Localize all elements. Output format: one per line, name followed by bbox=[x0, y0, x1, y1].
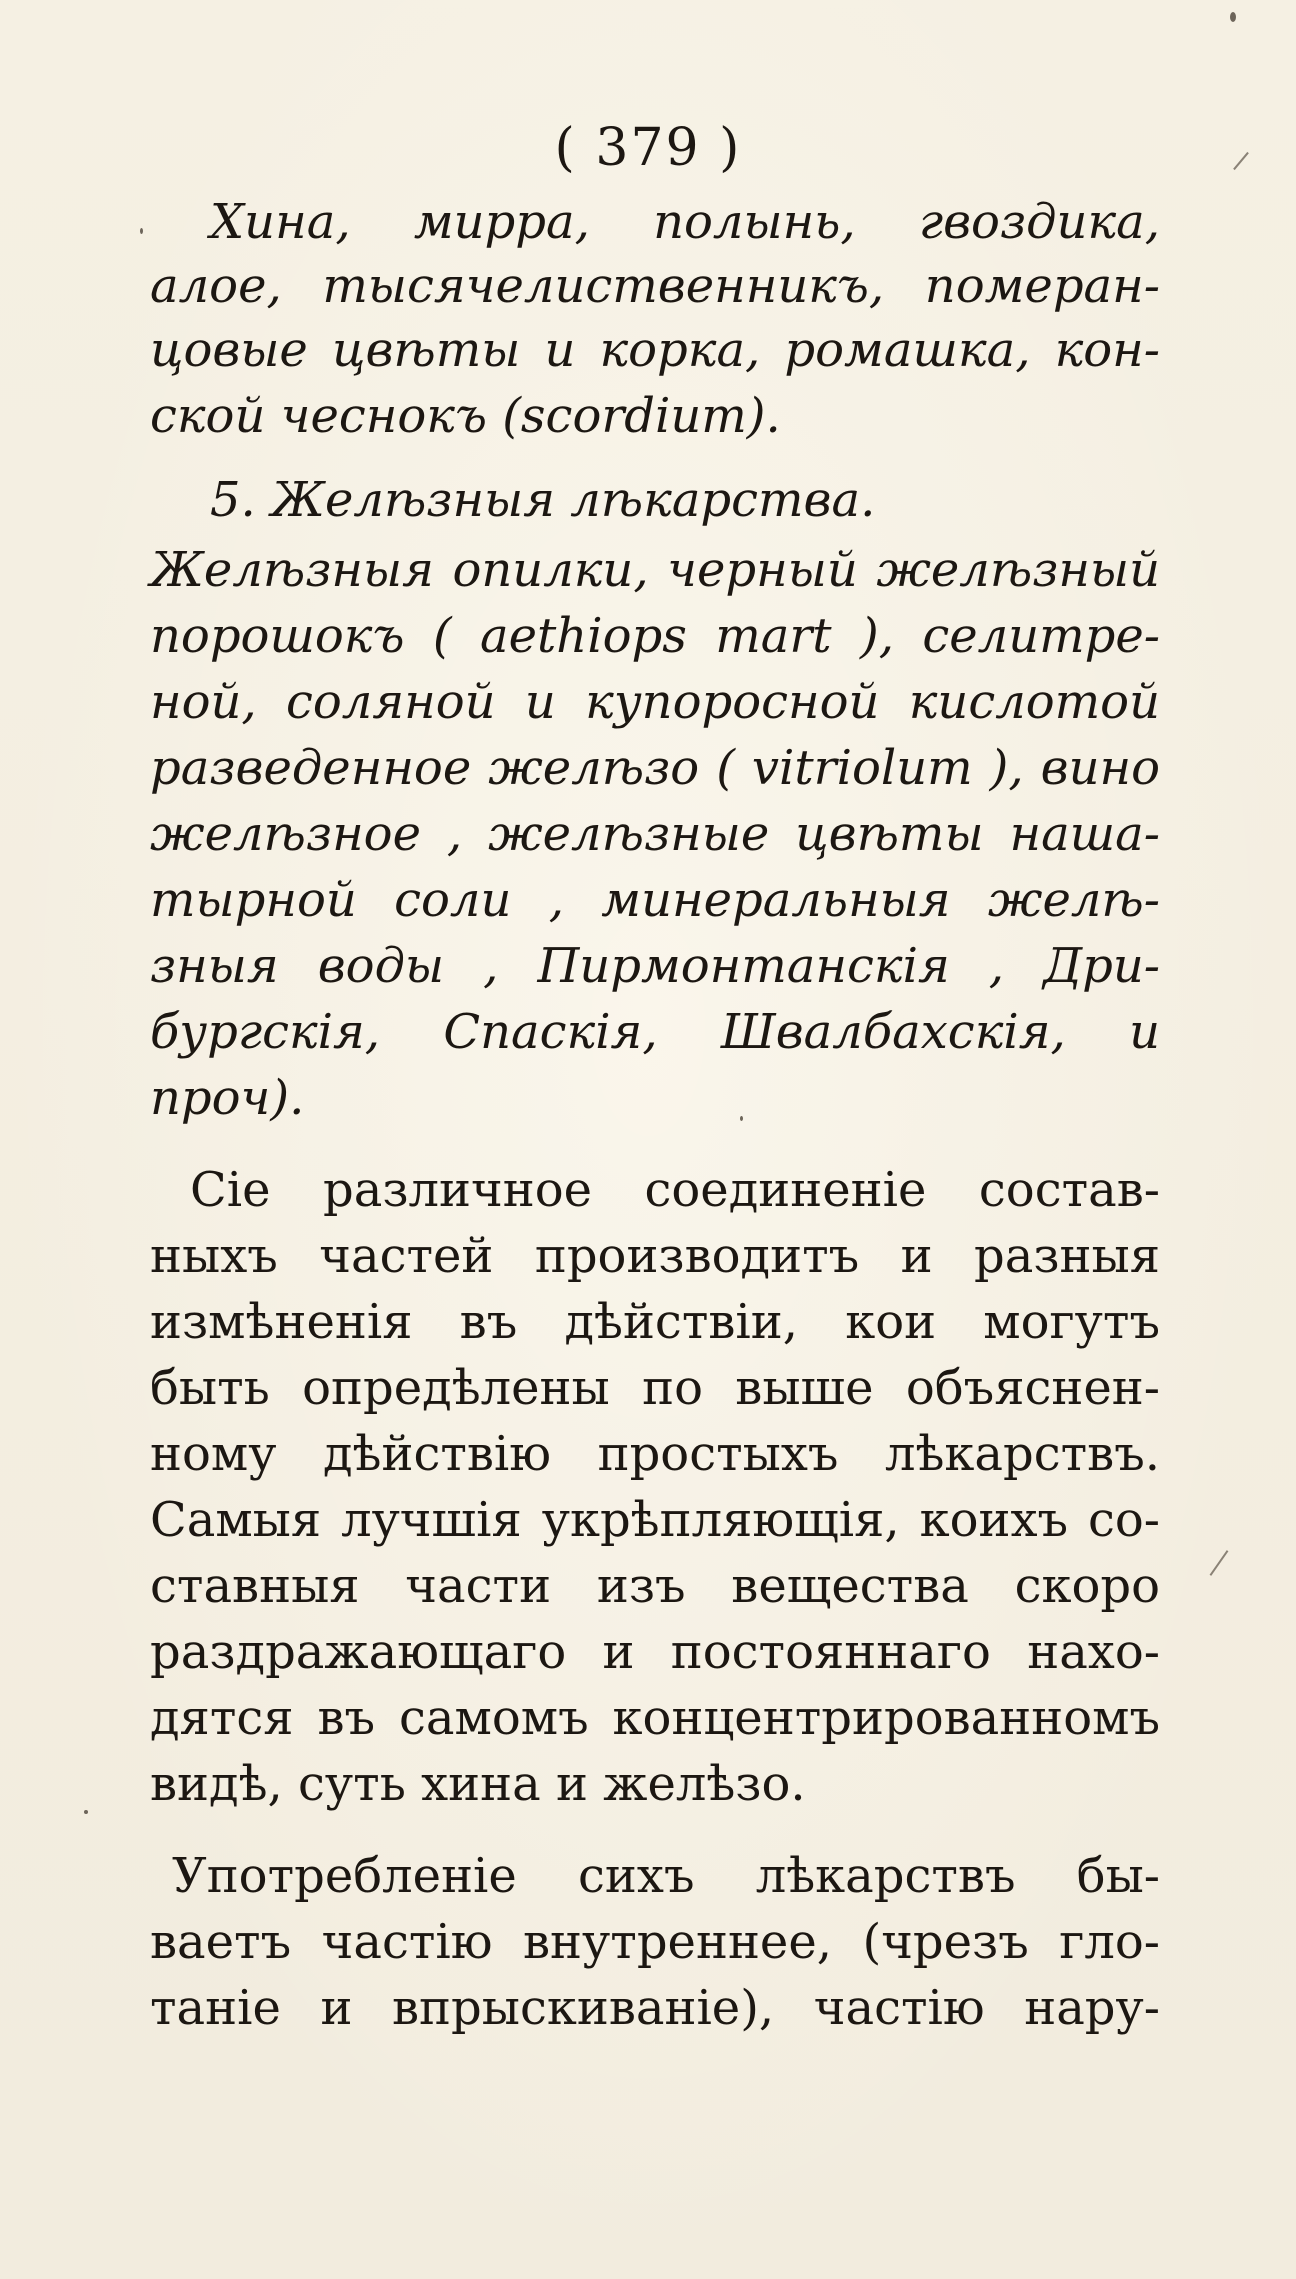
text-line: ныхъ частей производитъ и разныя bbox=[150, 1228, 1160, 1284]
text-line: ставныя части изъ вещества скоро bbox=[150, 1558, 1160, 1614]
text-line: порошокъ ( aethiops mart ), селитре- bbox=[150, 608, 1160, 664]
text-line: ской чеснокъ (scordium). bbox=[150, 388, 781, 444]
page-number: ( 379 ) bbox=[554, 118, 742, 178]
text-line: зныя воды , Пирмонтанскія , Дри- bbox=[150, 938, 1160, 994]
text-line: цовые цвѣты и корка, ромашка, кон- bbox=[150, 322, 1160, 378]
text-line: разведенное желѣзо ( vitriolum ), вино bbox=[150, 740, 1160, 796]
scan-mark bbox=[1210, 1550, 1229, 1576]
text-line: алое, тысячелиственникъ, померан- bbox=[150, 258, 1160, 314]
text-line: ному дѣйствію простыхъ лѣкарствъ. bbox=[150, 1426, 1160, 1482]
text-line: Сіе различное соединенiе состав- bbox=[190, 1162, 1160, 1218]
text-line: видѣ, суть хина и желѣзо. bbox=[150, 1756, 806, 1812]
text-line: Хина, мирра, полынь, гвоздика, bbox=[210, 194, 1160, 250]
section-heading: 5. Желѣзныя лѣкарства. bbox=[210, 472, 876, 528]
text-line: ваетъ частію внутреннее, (чрезъ гло- bbox=[150, 1914, 1160, 1970]
text-line: Употребленіе сихъ лѣкарствъ бы- bbox=[172, 1848, 1160, 1904]
text-line: измѣненія въ дѣйствіи, кои могутъ bbox=[150, 1294, 1160, 1350]
text-line: проч). bbox=[150, 1070, 305, 1126]
scan-speck bbox=[740, 1116, 743, 1121]
text-line: ной, соляной и купоросной кислотой bbox=[150, 674, 1160, 730]
text-line: быть опредѣлены по выше объяснен- bbox=[150, 1360, 1160, 1416]
text-line: желѣзное , желѣзные цвѣты наша- bbox=[150, 806, 1160, 862]
scan-speck bbox=[1230, 12, 1236, 22]
text-line: бургскія, Спаскія, Швалбахскія, и bbox=[150, 1004, 1160, 1060]
text-line: таніе и впрыскиваніе), частію нару- bbox=[150, 1980, 1160, 2036]
text-line: дятся въ самомъ концентрированномъ bbox=[150, 1690, 1160, 1746]
text-line: раздражающаго и постояннаго нахо- bbox=[150, 1624, 1160, 1680]
scan-speck bbox=[140, 228, 143, 234]
text-line: тырной соли , минеральныя желѣ- bbox=[150, 872, 1160, 928]
text-line: Желѣзныя опилки, черный желѣзный bbox=[150, 542, 1160, 598]
text-line: Самыя лучшія укрѣпляющія, коихъ со- bbox=[150, 1492, 1160, 1548]
scan-speck bbox=[84, 1810, 88, 1814]
